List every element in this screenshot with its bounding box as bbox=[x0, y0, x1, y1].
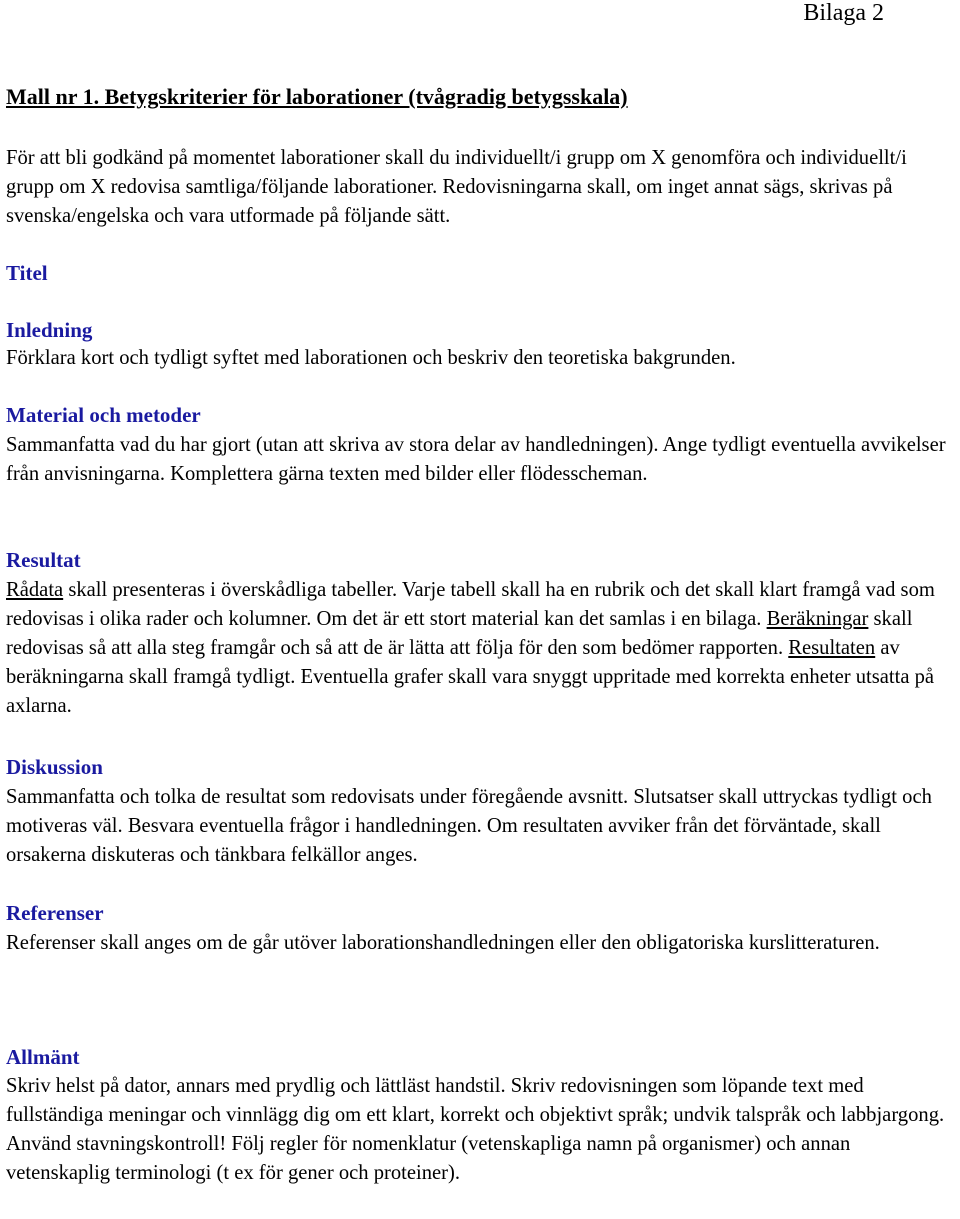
material-paragraph: Sammanfatta vad du har gjort (utan att skriva av stora delar av handledningen). Ange tydligt eventuella avvikelser från anvisningarna. Komplettera gärna texten med bilder eller flödesscheman. bbox=[6, 434, 946, 485]
intro-paragraph: För att bli godkänd på momentet laborationer skall du individuellt/i grupp om X genomföra och individuellt/i grupp om X redovisa samtliga/följande laborationer. Redovisningarna skall, om inget annat sägs, skrivas på svenska/engelska och vara utformade på följande sätt. bbox=[6, 147, 907, 227]
heading-resultat: Resultat bbox=[6, 548, 81, 572]
appendix-label: Bilaga 2 bbox=[803, 0, 884, 26]
heading-titel: Titel bbox=[6, 261, 48, 285]
term-radata: Rådata bbox=[6, 579, 64, 601]
heading-inledning: Inledning bbox=[6, 318, 93, 342]
heading-material: Material och metoder bbox=[6, 403, 201, 427]
section-inledning bbox=[6, 317, 958, 373]
section-diskussion bbox=[6, 754, 958, 870]
resultat-paragraph bbox=[6, 576, 958, 721]
term-berakningar: Beräkningar bbox=[766, 608, 869, 630]
inledning-paragraph: Förklara kort och tydligt syftet med laborationen och beskriv den teoretiska bakgrunden. bbox=[6, 347, 736, 369]
section-referenser bbox=[6, 900, 958, 958]
referenser-paragraph: Referenser skall anges om de går utöver laborationshandledningen eller den obligatoriska kurslitteraturen. bbox=[6, 932, 880, 954]
term-resultaten: Resultaten bbox=[788, 637, 876, 659]
heading-allmant: Allmänt bbox=[6, 1045, 80, 1069]
resultat-text-2: skall redovisas så att alla steg framgår och så att de är lätta att följa för den som bedömer rapporten. bbox=[6, 608, 913, 659]
intro-section bbox=[6, 144, 958, 231]
heading-diskussion: Diskussion bbox=[6, 755, 103, 779]
section-resultat bbox=[6, 547, 958, 721]
resultat-text-3: av beräkningarna skall framgå tydligt. Eventuella grafer skall vara snyggt uppritade med korrekta enheter utsatta på axlarna. bbox=[6, 637, 935, 717]
document-title: Mall nr 1. Betygskriterier för laborationer (tvågradig betygsskala) bbox=[6, 84, 628, 109]
diskussion-paragraph: Sammanfatta och tolka de resultat som redovisats under föregående avsnitt. Slutsatser skall uttryckas tydligt och motiveras väl. Besvara eventuella frågor i handledningen. Om resultaten avviker från det förväntade, skall orsakerna diskuteras och tänkbara felkällor anges. bbox=[6, 786, 932, 866]
section-allmant bbox=[6, 1044, 958, 1188]
section-material bbox=[6, 402, 958, 489]
allmant-paragraph: Skriv helst på dator, annars med prydlig och lättläst handstil. Skriv redovisningen som löpande text med fullständiga meningar och vinnlägg dig om ett klart, korrekt och objektivt språk; undvik talspråk och labbjargong. Använd stavningskontroll! Följ regler för nomenklatur (vetenskapliga namn på organismer) och annan vetenskaplig terminologi (t ex för gener och proteiner). bbox=[6, 1075, 945, 1184]
heading-referenser: Referenser bbox=[6, 901, 104, 925]
section-titel bbox=[6, 260, 958, 286]
resultat-text-1: skall presenteras i överskådliga tabeller. Varje tabell skall ha en rubrik och det skall klart framgå vad som redovisas i olika rader och kolumner. Om det är ett stort material kan det samlas i en bilaga. bbox=[6, 579, 935, 630]
